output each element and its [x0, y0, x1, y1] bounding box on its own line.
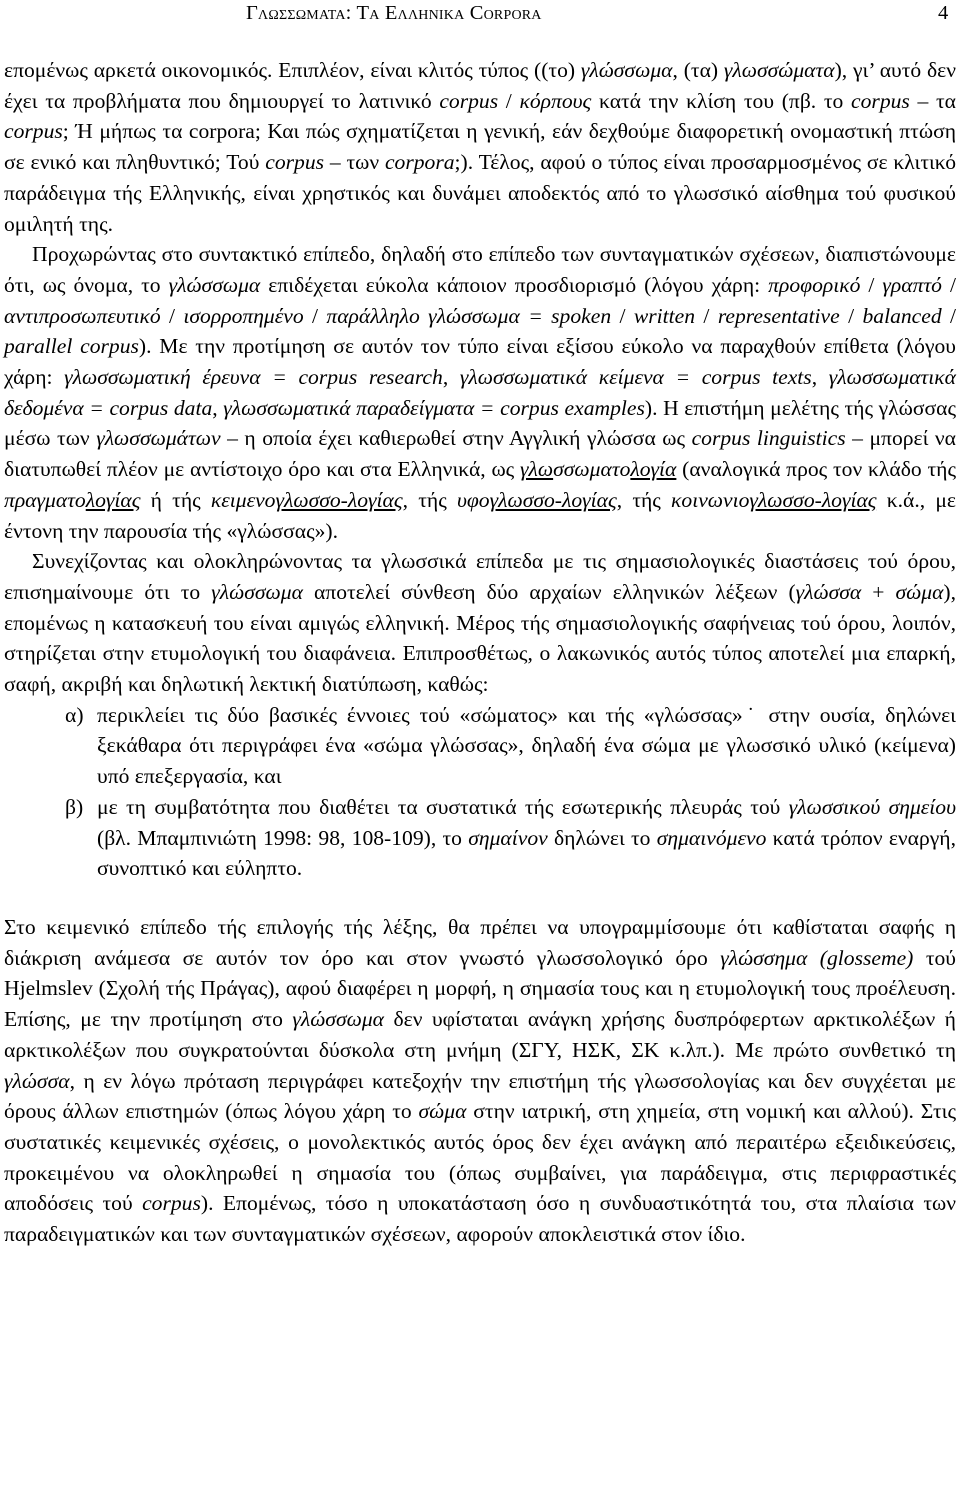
term-koinonioglossologia: κοινωνιογλωσσο-λογίας — [671, 487, 877, 512]
paragraph-2: Προχωρώντας στο συντακτικό επίπεδο, δηλαδή στο επίπεδο των συνταγματικών σχέσεων, διαπιστώνουμε ότι, ως όνομα, το γλώσσωμα επιδέχεται εύκολα κάποιον προσδιορισμό (λόγου χάρη: προφορικό / γραπτό / αντιπροσωπευτικό / ισορροπημένο / παράλληλο γλώσσωμα = spoken / written / representative / balanced / parallel corpus). Με την προτίμηση σε αυτόν τον τύπο είναι εξίσου εύκολο να παραχθούν επίθετα (λόγου χάρη: γλωσσωματική έρευνα = corpus research, γλωσσωματικά κείμενα = corpus texts, γλωσσωματικά δεδομένα = corpus data, γλωσσωματικά παραδείγματα = corpus examples). Η επιστήμη μελέτης τής γλώσσας μέσω των γλωσσωμάτων – η οποία έχει καθιερωθεί στην Αγγλική γλώσσα ως corpus linguistics – μπορεί να διατυπωθεί πλέον με αντίστοιχο όρο και στα Ελληνικά, ως γλωσσωματολογία (αναλογικά προς τον κλάδο τής πραγματολογίας ή τής κειμενογλωσσο-λογίας, τής υφογλωσσο-λογίας, τής κοινωνιογλωσσο-λογίας κ.ά., με έντονη την παρουσία τής «γλώσσας»). — [4, 242, 957, 543]
running-title: Γλωσσωματα: Τα Ελληνικα Corpora — [246, 2, 542, 24]
list-item-text: με τη συμβατότητα που διαθέτει τα συστατικά τής εσωτερικής πλευράς τού γλωσσικού σημείου (βλ. Μπαμπινιώτη 1998: 98, 108-109), το σημαίνον δηλώνει το σημαινόμενο κατά τρόπον εναργή, συνοπτικό και εύληπτο. — [97, 794, 957, 881]
section-gap — [4, 884, 956, 912]
list-item-a — [65, 700, 956, 792]
term-glossomatologia: γλωσσωματολογία — [520, 457, 677, 482]
list-marker: α) — [65, 702, 84, 727]
paragraph-3: Συνεχίζοντας και ολοκληρώνοντας τα γλωσσικά επίπεδα με τις σημασιολογικές διαστάσεις τού όρου, επισημαίνουμε ότι το γλώσσωμα αποτελεί σύνθεση δύο αρχαίων ελληνικών λέξεων (γλώσσα + σώμα), επομένως η κατασκευή του είναι αμιγώς ελληνική. Μέρος τής σημασιολογικής σαφήνειας τού όρου, λοιπόν, στηρίζεται στην ετυμολογική του διαφάνεια. Επιπροσθέτως, ο λακωνικός αυτός τύπος αποτελεί μια επαρκή, σαφή, ακριβή και δηλωτική λεκτική διατύπωση, καθώς: — [4, 549, 956, 697]
paragraph-4: Στο κειμενικό επίπεδο τής επιλογής τής λέξης, θα πρέπει να υπογραμμίσουμε ότι καθίσταται σαφής η διάκριση ανάμεσα σε αυτόν τον όρο και στον γνωστό γλωσσολογικό όρο γλώσσημα (glosseme) τού Hjelmslev (Σχολή τής Πράγας), αφού διαφέρει η μορφή, η σημασία τους και η ετυμολογική τους προέλευση. Επίσης, με την προτίμηση στο γλώσσωμα δεν υφίσταται ανάγκη χρήσης δυσπρόφερτων αρκτικολέξων ή αρκτικολέξων που συγκρατούνται δύσκολα στη μνήμη (ΣΓΥ, ΗΣΚ, ΣΚ κ.λπ.). Με πρώτο συνθετικό τη γλώσσα, η εν λόγω πρόταση περιγράφει κατεξοχήν την επιστήμη τής γλωσσολογίας και δεν συγχέεται με όρους άλλων επιστημών (όπως λόγου χάρη το σώμα στην ιατρική, στη χημεία, στη νομική και αλλού). Στις συστατικές κειμενικές σχέσεις, ο μονολεκτικός αυτός όρος δεν έχει ανάγκη από περαιτέρω εξειδικεύσεις, προκειμένου να ολοκληρωθεί η σημασία του (όπως συμβαίνει, για παράδειγμα, στις περιφραστικές αποδόσεις τού corpus). Επομένως, τόσο η υποκατάσταση όσο η συνδυαστικότητά του, στα πλαίσια των παραδειγματικών και των συνταγματικών σχέσεων, αφορούν αποκλειστικά στον ίδιο. — [4, 914, 956, 1247]
list-item-b — [65, 792, 956, 884]
body-text — [4, 55, 956, 1250]
term-pragmatologia: πραγματολογίας — [4, 487, 141, 512]
list-marker: β) — [65, 794, 84, 819]
term-keimenoglossologia: κειμενογλωσσο-λογίας — [210, 487, 403, 512]
page-number: 4 — [938, 2, 949, 24]
criteria-list — [4, 700, 956, 884]
term-yfoglossologia: υφογλωσσο-λογίας — [456, 487, 617, 512]
paragraph-1: επομένως αρκετά οικονομικός. Επιπλέον, είναι κλιτός τύπος ((το) γλώσσωμα, (τα) γλωσσώματα), γι’ αυτό δεν έχει τα προβλήματα που δημιουργεί το λατινικό corpus / κόρπους κατά την κλίση του (πβ. το corpus – τα corpus; Ή μήπως τα corpora; Και πώς σχηματίζεται η γενική, εάν δεχθούμε διαφορετική ονομαστική πτώση σε ενικό και πληθυντικό; Τού corpus – των corpora;). Τέλος, αφού ο τύπος είναι προσαρμοσμένος σε κλιτικό παράδειγμα τής Ελληνικής, είναι χρηστικός και δυνάμει αποδεκτός από το γλωσσικό αίσθημα τού φυσικού ομιλητή της. — [4, 58, 957, 236]
list-item-text: περικλείει τις δύο βασικές έννοιες τού «σώματος» και τής «γλώσσας»˙ στην ουσία, δηλώνει ξεκάθαρα ότι περιγράφει ένα «σώμα γλώσσας», δηλαδή ένα σώμα με γλωσσικό υλικό (κείμενα) υπό επεξεργασία, και — [97, 702, 956, 789]
